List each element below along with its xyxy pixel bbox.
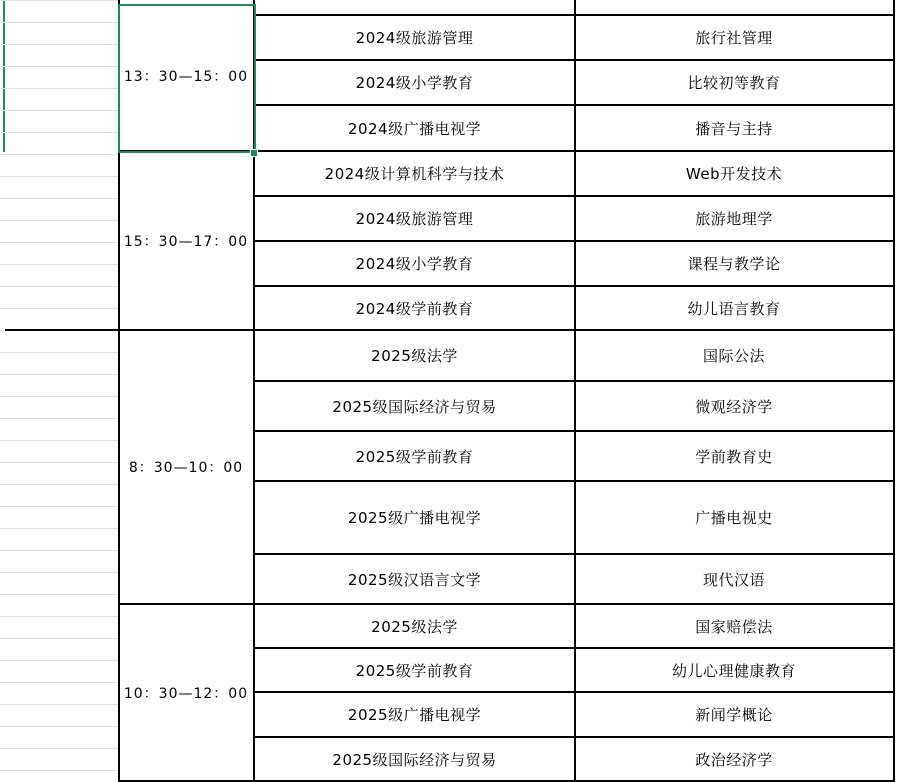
course-name-cell[interactable]: 政治经济学 — [695, 750, 773, 769]
course-name-cell[interactable]: 国际公法 — [702, 347, 765, 365]
course-name-cell[interactable]: Web开发技术 — [685, 165, 783, 183]
gridline — [0, 484, 118, 485]
fill-handle[interactable] — [250, 149, 258, 157]
class-name-cell[interactable]: 2025级法学 — [371, 617, 458, 636]
class-name-cell[interactable]: 2024级广播电视学 — [347, 119, 482, 138]
course-name-cell[interactable]: 幼儿心理健康教育 — [671, 661, 796, 680]
course-name-cell[interactable] — [575, 0, 893, 15]
course-name-cell[interactable]: 课程与教学论 — [687, 255, 781, 273]
course-name-cell[interactable]: 旅行社管理 — [695, 29, 773, 47]
gridline — [0, 66, 118, 67]
gridline — [0, 462, 118, 463]
course-name-cell[interactable]: 微观经济学 — [695, 397, 773, 416]
course-name-cell[interactable]: 广播电视史 — [695, 509, 773, 527]
class-name-cell[interactable]: 2025级汉语言文学 — [347, 570, 482, 589]
class-name-cell[interactable]: 2025级国际经济与贸易 — [332, 397, 497, 416]
gridline — [0, 704, 118, 705]
class-name-cell[interactable]: 2025级广播电视学 — [347, 509, 482, 527]
course-name-cell[interactable]: 比较初等教育 — [687, 74, 781, 92]
class-name-cell[interactable]: 2024级学前教育 — [355, 299, 474, 318]
cell-selection-box[interactable] — [118, 4, 256, 153]
gridline — [0, 198, 118, 199]
class-name-cell[interactable]: 2025级学前教育 — [355, 447, 474, 466]
session-time-cell[interactable]: 13：30—15：00 — [123, 68, 249, 85]
class-name-cell[interactable]: 2024级旅游管理 — [355, 210, 474, 228]
gridline — [0, 352, 118, 353]
gridline — [0, 660, 118, 661]
session-time-cell[interactable]: 15：30—17：00 — [123, 233, 249, 250]
gridline — [0, 572, 118, 573]
course-name-cell[interactable]: 新闻学概论 — [695, 706, 773, 724]
gridline — [0, 418, 118, 419]
course-name-cell[interactable]: 学前教育史 — [695, 447, 773, 466]
course-name-cell[interactable]: 现代汉语 — [702, 570, 765, 589]
gridline — [0, 242, 118, 243]
gridline — [0, 154, 118, 155]
class-name-cell[interactable]: 2025级法学 — [371, 347, 458, 365]
class-name-cell[interactable]: 2024级小学教育 — [355, 74, 474, 92]
gridline — [0, 770, 118, 771]
gridline — [0, 594, 118, 595]
gridline — [0, 264, 118, 265]
gridline — [0, 176, 118, 177]
course-name-cell[interactable]: 旅游地理学 — [695, 210, 773, 228]
class-name-cell[interactable]: 2024级小学教育 — [355, 255, 474, 273]
course-name-cell[interactable]: 国家赔偿法 — [695, 617, 773, 636]
session-time-cell[interactable]: 10：30—12：00 — [123, 685, 249, 702]
class-name-cell[interactable]: 2024级旅游管理 — [355, 29, 474, 47]
course-name-cell[interactable]: 播音与主持 — [695, 119, 773, 138]
gridline — [0, 132, 118, 133]
class-name-cell[interactable]: 2025级学前教育 — [355, 661, 474, 680]
gridline — [0, 308, 118, 309]
gridline — [0, 682, 118, 683]
column-border — [893, 0, 895, 781]
gridline — [0, 286, 118, 287]
column-border — [574, 0, 576, 781]
gridline — [0, 550, 118, 551]
course-name-cell[interactable]: 幼儿语言教育 — [687, 299, 781, 318]
class-name-cell[interactable]: 2024级计算机科学与技术 — [324, 165, 505, 183]
date-block-border — [5, 329, 118, 331]
gridline — [0, 396, 118, 397]
gridline — [0, 616, 118, 617]
gridline — [0, 440, 118, 441]
class-name-cell[interactable]: 2025级国际经济与贸易 — [332, 750, 497, 769]
gridline — [0, 110, 118, 111]
gridline — [0, 748, 118, 749]
gridline — [0, 726, 118, 727]
gridline — [0, 0, 118, 1]
gridline — [0, 44, 118, 45]
class-name-cell[interactable]: 2025级广播电视学 — [347, 706, 482, 724]
gridline — [0, 638, 118, 639]
gridline — [0, 220, 118, 221]
gridline — [0, 22, 118, 23]
class-name-cell[interactable] — [254, 0, 575, 15]
gridline — [0, 506, 118, 507]
session-time-cell[interactable]: 8：30—10：00 — [128, 460, 244, 476]
gridline — [0, 374, 118, 375]
gridline — [0, 88, 118, 89]
gridline — [0, 528, 118, 529]
